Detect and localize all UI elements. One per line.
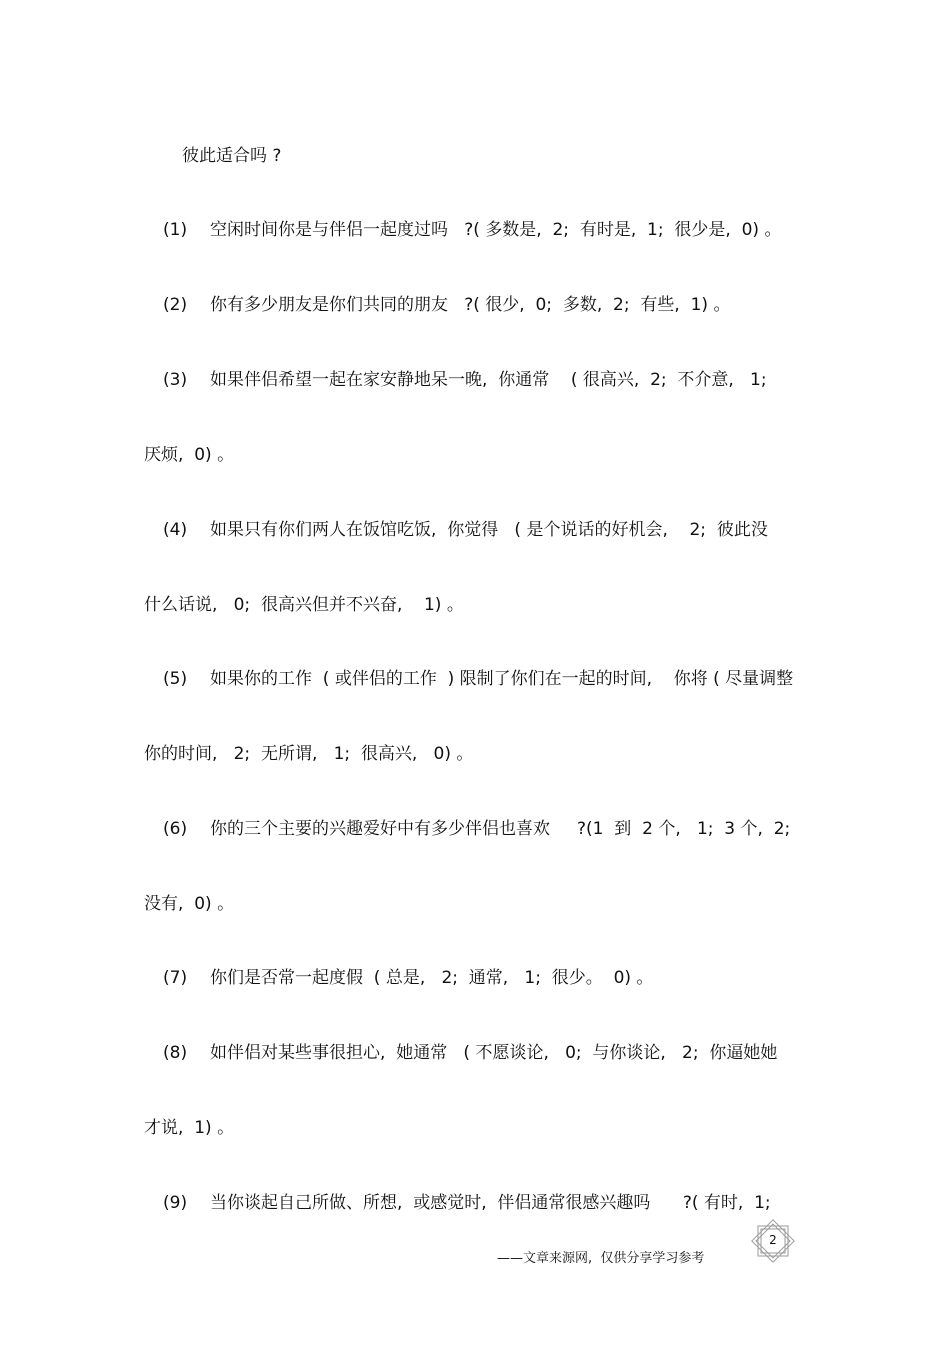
question-number: (5) <box>163 669 188 689</box>
question-text: 你们是否常一起度假 ( 总是, 2; 通常, 1; 很少。 0) 。 <box>210 968 654 988</box>
page-number: 2 <box>769 1233 777 1247</box>
question-text-continued: 厌烦, 0) 。 <box>144 445 235 465</box>
question-text-continued: 什么话说, 0; 很高兴但并不兴奋, 1) 。 <box>144 595 464 615</box>
question-text: 如伴侣对某些事很担心, 她通常 ( 不愿谈论, 0; 与你谈论, 2; 你逼她她 <box>210 1043 778 1063</box>
footer-source-note: ——文章来源网, 仅供分享学习参考 <box>497 1251 705 1266</box>
question-text: 你的三个主要的兴趣爱好中有多少伴侣也喜欢 ?(1 到 2 个, 1; 3 个, 2; <box>210 819 791 839</box>
question-text: 如果你的工作 ( 或伴侣的工作 ) 限制了你们在一起的时间, 你将 ( 尽量调整 <box>210 669 794 689</box>
question-number: (2) <box>163 295 188 315</box>
question-text: 你有多少朋友是你们共同的朋友 ?( 很少, 0; 多数, 2; 有些, 1) 。 <box>210 295 731 315</box>
question-text: 如果伴侣希望一起在家安静地呆一晚, 你通常 ( 很高兴, 2; 不介意, 1; <box>210 370 767 390</box>
page-number-badge <box>750 1218 796 1264</box>
question-text-continued: 你的时间, 2; 无所谓, 1; 很高兴, 0) 。 <box>144 744 474 764</box>
question-text: 如果只有你们两人在饭馆吃饭, 你觉得 ( 是个说话的好机会, 2; 彼此没 <box>210 520 768 540</box>
question-number: (4) <box>163 520 188 540</box>
question-number: (7) <box>163 968 188 988</box>
question-text-continued: 没有, 0) 。 <box>144 894 235 914</box>
question-number: (6) <box>163 819 188 839</box>
question-number: (1) <box>163 220 188 240</box>
question-text: 空闲时间你是与伴侣一起度过吗 ?( 多数是, 2; 有时是, 1; 很少是, 0) 。 <box>210 220 782 240</box>
question-number: (9) <box>163 1193 188 1213</box>
question-number: (8) <box>163 1043 188 1063</box>
question-number: (3) <box>163 370 188 390</box>
question-text-continued: 才说, 1) 。 <box>144 1118 235 1138</box>
question-text: 当你谈起自己所做、所想, 或感觉时, 伴侣通常很感兴趣吗 ?( 有时, 1; <box>210 1193 771 1213</box>
section-title: 彼此适合吗 ? <box>182 146 282 166</box>
